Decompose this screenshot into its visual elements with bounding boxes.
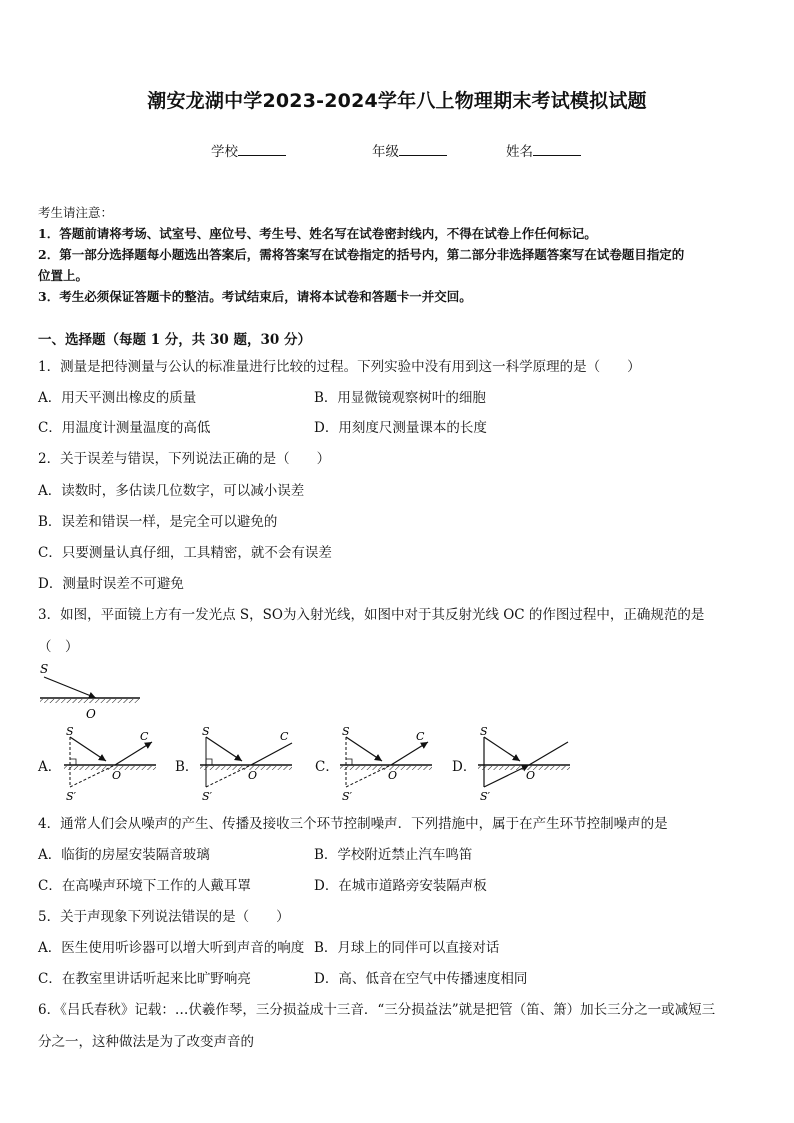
name-blank[interactable] [533, 141, 581, 156]
label-s-prime: S′ [480, 790, 491, 803]
label-c: C [416, 730, 425, 743]
q3-stem: 3．如图，平面镜上方有一发光点 S，SO为入射光线，如图中对于其反射光线 OC 的作图过程中，正确规范的是 [38, 607, 705, 623]
notice-item-1: 1．答题前请将考场、试室号、座位号、考生号、姓名写在试卷密封线内，不得在试卷上作任何标记。 [38, 226, 597, 241]
label-c: C [140, 730, 149, 743]
label-o: O [86, 707, 96, 721]
q1-option-c[interactable]: C．用温度计测量温度的高低 [38, 420, 211, 436]
q5-option-b[interactable]: B．月球上的同伴可以直接对话 [314, 940, 500, 956]
grade-blank[interactable] [399, 141, 447, 156]
grade-label: 年级 [372, 144, 399, 160]
label-s: S [66, 727, 74, 738]
label-o: O [388, 769, 398, 782]
label-o: O [248, 769, 258, 782]
q5-option-c[interactable]: C．在教室里讲话听起来比旷野响亮 [38, 971, 251, 987]
incident-ray [44, 677, 96, 698]
q2-option-d[interactable]: D．测量时误差不可避免 [38, 576, 184, 592]
school-label: 学校 [211, 144, 238, 160]
q2-option-a[interactable]: A．读数时，多估读几位数字，可以减小误差 [38, 483, 305, 499]
q4-option-c[interactable]: C．在高噪声环境下工作的人戴耳罩 [38, 878, 251, 894]
notice-item-3: 3．考生必须保证答题卡的整洁。考试结束后，请将本试卷和答题卡一并交回。 [38, 289, 472, 304]
mirror-hatch [40, 699, 140, 703]
q3-option-a-figure[interactable] [60, 727, 160, 803]
q6-stem-line2: 分之一，这种做法是为了改变声音的 [38, 1034, 254, 1050]
q4-stem: 4．通常人们会从噪声的产生、传播及接收三个环节控制噪声．下列措施中，属于在产生环节控制噪声的是 [38, 816, 668, 832]
q3-option-b-label[interactable]: B． [175, 759, 199, 775]
q5-option-d[interactable]: D．高、低音在空气中传播速度相同 [314, 971, 528, 987]
q2-option-c[interactable]: C．只要测量认真仔细，工具精密，就不会有误差 [38, 545, 332, 561]
q3-option-b-figure[interactable] [196, 727, 296, 803]
q1-option-b[interactable]: B．用显微镜观察树叶的细胞 [314, 390, 486, 406]
q1-stem: 1．测量是把待测量与公认的标准量进行比较的过程。下列实验中没有用到这一科学原理的是（ ） [38, 359, 641, 375]
section-heading: 一、选择题（每题 1 分，共 30 题，30 分） [38, 332, 311, 348]
school-blank[interactable] [238, 141, 286, 156]
q1-option-d[interactable]: D．用刻度尺测量课本的长度 [314, 420, 487, 436]
label-o: O [112, 769, 122, 782]
label-s: S [40, 662, 49, 676]
q4-option-b[interactable]: B．学校附近禁止汽车鸣笛 [314, 847, 473, 863]
q4-option-d[interactable]: D．在城市道路旁安装隔声板 [314, 878, 487, 894]
name-field[interactable] [506, 140, 581, 160]
label-s: S [202, 727, 210, 738]
q2-stem: 2．关于误差与错误，下列说法正确的是（ ） [38, 451, 331, 467]
school-field[interactable] [211, 140, 286, 160]
q3-option-d-label[interactable]: D． [452, 759, 477, 775]
q3-paren: （ ） [38, 639, 79, 655]
q3-option-a-label[interactable]: A． [38, 759, 62, 775]
grade-field[interactable] [372, 140, 447, 160]
label-s-prime: S′ [202, 790, 213, 803]
label-s-prime: S′ [342, 790, 353, 803]
q5-option-a[interactable]: A．医生使用听诊器可以增大听到声音的响度 [38, 940, 305, 956]
notice-item-2: 2．第一部分选择题每小题选出答案后，需将答案写在试卷指定的括号内，第二部分非选择题答案写在试卷题目指定的 [38, 247, 685, 262]
label-s: S [480, 727, 488, 738]
q3-option-c-label[interactable]: C． [315, 759, 339, 775]
q4-option-a[interactable]: A．临街的房屋安装隔音玻璃 [38, 847, 210, 863]
q3-option-c-figure[interactable] [336, 727, 436, 803]
page-title: 潮安龙湖中学2023-2024学年八上物理期末考试模拟试题 [147, 90, 647, 112]
q5-stem: 5．关于声现象下列说法错误的是（ ） [38, 909, 290, 925]
name-label: 姓名 [506, 144, 533, 160]
notice-item-2-cont: 位置上。 [38, 268, 89, 283]
q3-option-d-figure[interactable] [474, 727, 574, 803]
label-s-prime: S′ [66, 790, 77, 803]
q3-main-figure [36, 660, 146, 722]
label-o: O [526, 769, 536, 782]
label-c: C [280, 730, 289, 743]
label-s: S [342, 727, 350, 738]
notice-heading: 考生请注意： [38, 205, 114, 220]
q1-option-a[interactable]: A．用天平测出橡皮的质量 [38, 390, 197, 406]
q6-stem-line1: 6．《吕氏春秋》记载：…伏羲作琴，三分损益成十三音．“三分损益法”就是把管（笛、箫）加长三分之一或减短三 [38, 1002, 716, 1018]
q2-option-b[interactable]: B．误差和错误一样，是完全可以避免的 [38, 514, 278, 530]
